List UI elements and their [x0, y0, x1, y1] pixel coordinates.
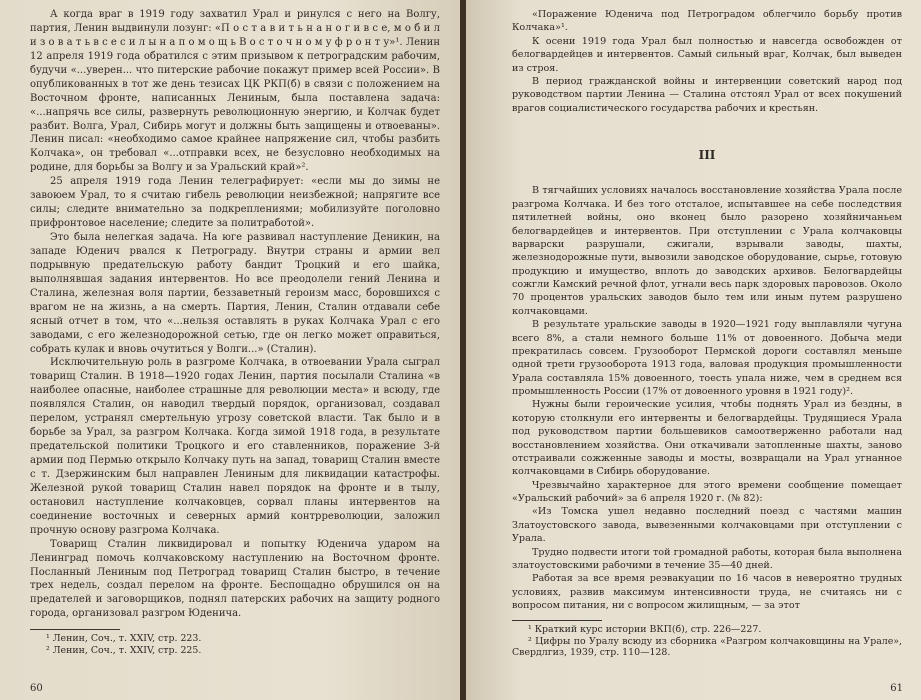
footnote: ² Ленин, Соч., т. XXIV, стр. 225. [46, 644, 202, 656]
footnote: ² Цифры по Уралу всюду из сборника «Разгром колчаковщины на Урале», Свердлгиз, 1939, стр. 110—128. [512, 635, 902, 659]
paragraph: Нужны были героические усилия, чтобы поднять Урал из бездны, в которую столкнули его интервенты и белогвардейцы. Трудящиеся Урала под руководством партии большевиков самоотверженно работали над восстановлением хозяйства. Они откачивали затопленные шахты, заново отстраивали сожженные заводы и мосты, возвращали на Урал угнанное колчаковцами в Сибирь оборудование. [512, 399, 902, 478]
right-page [466, 0, 921, 700]
footnote-divider [30, 629, 120, 630]
paragraph: А когда враг в 1919 году захватил Урал и ринулся с него на Волгу, партия, Ленин выдвинули лозунг: «П о с т а в и т ь н а н о г и в с е, м о б и л и з о в а т ь в с е с и л ы н а п о м о щ ь В о с т о ч н о м у ф р о н т у»¹. Ленин 12 апреля 1919 года обратился с этим призывом к петроградским рабочим, будучи «...уверен... что питерские рабочие покажут пример всей России». В опубликованных в тот же день тезисах ЦК РКП(б) в связи с положением на Восточном фронте, написанных Лениным, была поставлена задача: «...напрячь все силы, развернуть революционную энергию, и Колчак будет разбит. Волга, Урал, Сибирь могут и должны быть защищены и отвоеваны». Ленин писал: «необходимо самое крайнее напряжение сил, чтобы разбить Колчака», он требовал «...отправки всех, не безусловно необходимых на родине, для борьбы за Волгу и за Уральский край»². [30, 9, 440, 174]
paragraph: Исключительную роль в разгроме Колчака, в отвоевании Урала сыграл товарищ Сталин. В 1918—1920 годах Ленин, партия посылали Сталина «в наиболее опасные, наиболее страшные для революции места» и всюду, где появлялся Сталин, он наводил твердый порядок, организовал, создавал перелом, устранял смертельную угрозу советской власти. Так было и в борьбе за Урал, за разгром Колчака. Когда зимой 1918 года, в результате предательской политики Троцкого и его ставленников, поражение 3-й армии под Пермью открыло Колчаку путь на запад, товарищ Сталин вместе с т. Дзержинским был направлен Лениным для ликвидации катастрофы. Железной рукой товарищ Сталин навел порядок на фронте и в тылу, остановил наступление колчаковцев, сорвал планы интервентов на соединение восточных и северных армий контрреволюции, заложил прочную основу разгрома Колчака. [30, 357, 440, 536]
right-text-column [512, 8, 902, 659]
paragraph: 25 апреля 1919 года Ленин телеграфирует: «если мы до зимы не завоюем Урал, то я считаю гибель революции неизбежной; напрягите все силы; следите внимательно за подкреплениями; мобилизуйте поголовно прифронтовое население; следите за политработой». [30, 176, 440, 230]
paragraph: В результате уральские заводы в 1920—1921 году выплавляли чугуна всего 8%, а стали немного больше 11% от довоенного. Добыча меди прекратилась совсем. Грузооборот Пермской дороги составлял меньше одной трети грузооборота 1913 года, валовая продукция промышленности Урала составляла 15% довоенного, тоесть упала ниже, чем в среднем вся промышленность России (17% от довоенного уровня в 1921 году)². [512, 319, 902, 397]
paragraph: «Поражение Юденича под Петроградом облегчило борьбу против Колчака»¹. [512, 9, 902, 34]
footnote: ¹ Краткий курс истории ВКП(б), стр. 226—227. [528, 624, 762, 636]
paragraph: Трудно подвести итоги той громадной работы, которая была выполнена златоустовскими рабочими в течение 35—40 дней. [512, 546, 902, 571]
paragraph: Это была нелегкая задача. На юге развивал наступление Деникин, на западе Юденич рвался к Петрограду. Внутри страны и армии вел подрывную предательскую работу бандит Троцкий и его шайка, выполнявшая задания интервентов. Но все преодолели гений Ленина и Сталина, железная воля партии, беззаветный героизм масс, боровшихся с врагом не на жизнь, а на смерть. Партия, Ленин, Сталин отдавали себе ясный отчет в том, что «...нельзя оставлять в руках Колчака Урал с его заводами, с его железнодорожной сетью, где он легко может оправиться, собрать кулак и вновь очутиться у Волги...» (Сталин). [30, 232, 440, 355]
left-text-column [30, 8, 440, 656]
paragraph: К осени 1919 года Урал был полностью и навсегда освобожден от белогвардейцев и интервентов. Самый сильный враг, Колчак, был выведен из строя. [512, 35, 902, 74]
page-number: 61 [890, 683, 903, 694]
footnote: ¹ Ленин, Соч., т. XXIV, стр. 223. [46, 633, 202, 645]
paragraph: Работая за все время реэвакуации по 16 часов в невероятно трудных условиях, развив максимум интенсивности труда, не считаясь ни с вопросом питания, ни с вопросом жилищным, — за этот [512, 573, 902, 611]
page-number: 60 [30, 683, 43, 694]
paragraph: Чрезвычайно характерное для этого времени сообщение помещает «Уральский рабочий» за 6 апреля 1920 г. (№ 82): [512, 479, 902, 504]
section-heading: III [698, 148, 716, 162]
paragraph: «Из Томска ушел недавно последний поезд с частями машин Златоустовского завода, вывезенными колчаковцами при отступлении с Урала. [512, 506, 902, 545]
paragraph: Товарищ Сталин ликвидировал и попытку Юденича ударом на Ленинград помочь колчаковскому наступлению на Восточном фронте. Посланный Лениным под Петроград товарищ Сталин быстро, в течение трех недель, создал перелом на фронте. Беспощадно обрушился он на предателей и заговорщиков, поднял патерских рабочих на защиту родного города, организовал разгром Юденича. [30, 538, 440, 620]
paragraph: В тягчайших условиях началось восстановление хозяйства Урала после разгрома Колчака. И без того отсталое, испытавшее на себе последствия пятилетней войны, оно вконец было разорено хозяйничаньем белогвардейцев и интервентов. При отступлении с Урала колчаковцы варварски разрушали, сжигали, взрывали заводы, шахты, железнодорожные пути, вывозили заводское оборудование, сырье, готовую продукцию и имущество, вплоть до заводских архивов. Белогвардейцы сожгли Камский речной флот, угнали весь парк здоровых паровозов. Около 70 процентов уральских заводов было тем или иным путем разрушено колчаковцами. [512, 185, 902, 317]
paragraph: В период гражданской войны и интервенции советский народ под руководством партии Ленина — Сталина отстоял Урал от всех покушений врагов социалистического государства рабочих и крестьян. [512, 75, 902, 114]
footnote-divider [512, 620, 602, 621]
